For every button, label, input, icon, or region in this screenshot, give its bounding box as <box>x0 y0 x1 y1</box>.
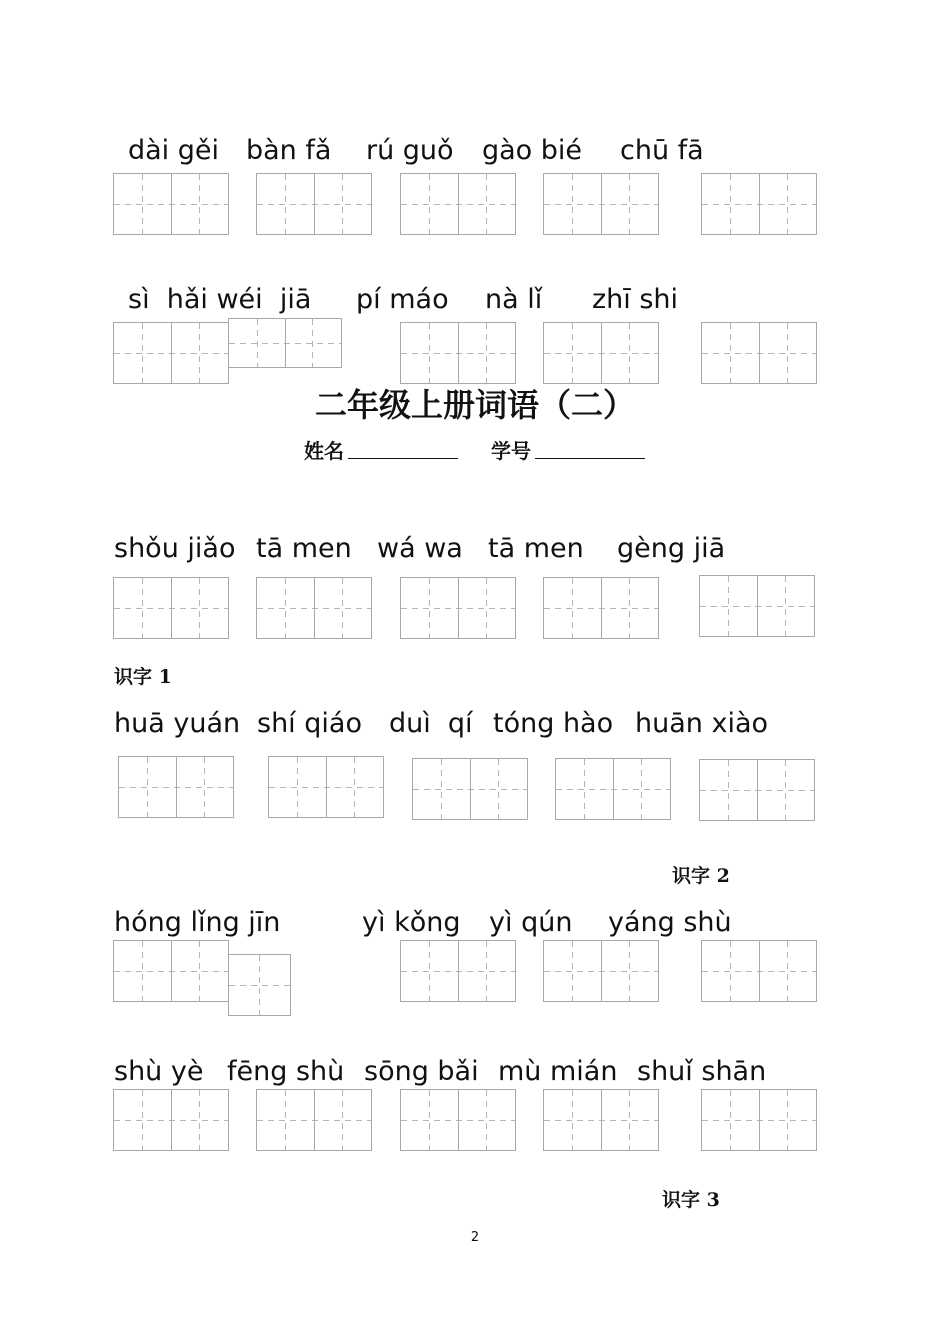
pinyin-word: shù yè <box>114 1056 204 1087</box>
writing-grid[interactable] <box>228 954 291 1016</box>
pinyin-word: pí máo <box>356 284 449 315</box>
writing-grid[interactable] <box>699 759 815 821</box>
pinyin-word: mù mián <box>498 1056 618 1087</box>
writing-grid[interactable] <box>701 322 817 384</box>
pinyin-word: shuǐ shān <box>637 1056 767 1087</box>
pinyin-word: wá wa <box>377 533 463 564</box>
name-label: 姓名 <box>304 439 344 463</box>
pinyin-word: gào bié <box>482 135 583 166</box>
writing-grid[interactable] <box>113 173 229 235</box>
name-field[interactable] <box>348 458 458 459</box>
pinyin-word: shǒu jiǎo <box>114 533 236 564</box>
pinyin-word: yáng shù <box>608 907 732 938</box>
writing-grid[interactable] <box>113 577 229 639</box>
writing-grid[interactable] <box>555 758 671 820</box>
writing-grid[interactable] <box>256 577 372 639</box>
pinyin-word: zhī shi <box>592 284 679 315</box>
writing-grid[interactable] <box>701 173 817 235</box>
pinyin-word: dài gěi <box>128 135 220 166</box>
writing-grid[interactable] <box>400 577 516 639</box>
writing-grid[interactable] <box>543 173 659 235</box>
writing-grid[interactable] <box>543 940 659 1002</box>
writing-grid[interactable] <box>113 322 229 384</box>
pinyin-word: chū fā <box>620 135 704 166</box>
pinyin-word: huā yuán <box>114 708 241 739</box>
writing-grid[interactable] <box>268 756 384 818</box>
number-field[interactable] <box>535 458 645 459</box>
number-label: 学号 <box>491 439 531 463</box>
writing-grid[interactable] <box>256 173 372 235</box>
pinyin-word: tā men <box>256 533 352 564</box>
pinyin-word: yì kǒng <box>362 907 461 938</box>
section-label: 识字 1 <box>114 666 172 688</box>
pinyin-word: bàn fǎ <box>246 135 332 166</box>
writing-grid[interactable] <box>400 1089 516 1151</box>
writing-grid[interactable] <box>118 756 234 818</box>
writing-grid[interactable] <box>400 940 516 1002</box>
pinyin-word: hóng lǐng jīn <box>114 907 281 938</box>
pinyin-word: yì qún <box>489 907 573 938</box>
section-label: 识字 2 <box>672 865 730 887</box>
writing-grid[interactable] <box>701 940 817 1002</box>
writing-grid[interactable] <box>543 577 659 639</box>
pinyin-word: nà lǐ <box>485 284 543 315</box>
writing-grid[interactable] <box>113 940 229 1002</box>
pinyin-word: tóng hào <box>493 708 614 739</box>
writing-grid[interactable] <box>701 1089 817 1151</box>
writing-grid[interactable] <box>400 173 516 235</box>
writing-grid[interactable] <box>543 322 659 384</box>
writing-grid[interactable] <box>113 1089 229 1151</box>
writing-grid[interactable] <box>699 575 815 637</box>
pinyin-word: rú guǒ <box>366 135 454 166</box>
writing-grid[interactable] <box>543 1089 659 1151</box>
pinyin-word: huān xiào <box>635 708 769 739</box>
pinyin-word: gèng jiā <box>617 533 726 564</box>
pinyin-word: fēng shù <box>227 1056 345 1087</box>
page-title: 二年级上册词语（二） <box>314 386 635 424</box>
pinyin-word: tā men <box>488 533 584 564</box>
writing-grid[interactable] <box>400 322 516 384</box>
pinyin-word: duì qí <box>389 708 473 739</box>
writing-grid[interactable] <box>256 1089 372 1151</box>
pinyin-word: shí qiáo <box>257 708 362 739</box>
writing-grid[interactable] <box>412 758 528 820</box>
pinyin-word: sì hǎi wéi jiā <box>128 284 312 315</box>
pinyin-word: sōng bǎi <box>364 1056 479 1087</box>
section-label: 识字 3 <box>662 1189 720 1211</box>
page-number: 2 <box>470 1230 480 1245</box>
writing-grid[interactable] <box>228 318 342 368</box>
